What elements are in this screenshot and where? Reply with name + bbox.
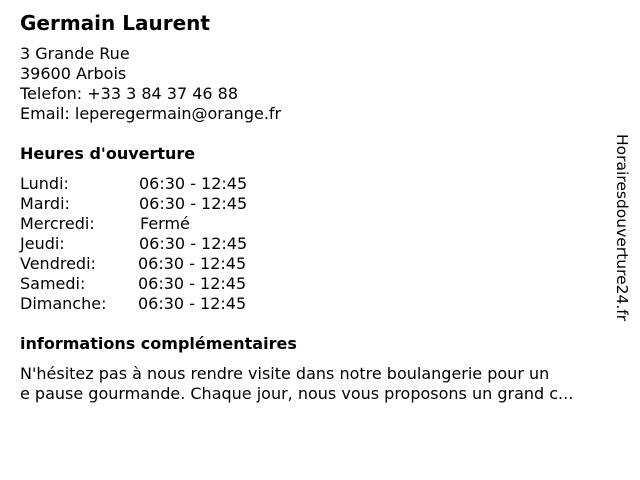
opening-hours-heading: Heures d'ouverture: [20, 144, 196, 163]
description-line: N'hésitez pas à nous rendre visite dans notre boulangerie pour un: [20, 364, 550, 383]
phone-number: Telefon: +33 3 84 37 46 88: [20, 84, 239, 103]
address-street: 3 Grande Rue: [20, 44, 130, 63]
time-value: 06:30 - 12:45: [139, 174, 248, 193]
description-line: e pause gourmande. Chaque jour, nous vous proposons un grand c...: [20, 384, 574, 403]
time-value: 06:30 - 12:45: [138, 254, 247, 273]
business-description: [20, 364, 620, 404]
time-value: 06:30 - 12:45: [139, 194, 248, 213]
time-value: 06:30 - 12:45: [138, 274, 247, 293]
contact-block: [20, 44, 281, 124]
business-name: Germain Laurent: [20, 11, 210, 35]
site-watermark: Horairesdouverture24.fr: [613, 134, 631, 322]
time-value: 06:30 - 12:45: [139, 234, 248, 253]
day-label: Vendredi:: [20, 254, 96, 273]
time-value: Fermé: [140, 214, 190, 233]
time-value: 06:30 - 12:45: [138, 294, 247, 313]
day-label: Mardi:: [20, 194, 70, 213]
address-city: 39600 Arbois: [20, 64, 127, 83]
day-label: Lundi:: [20, 174, 69, 193]
day-label: Samedi:: [20, 274, 86, 293]
day-label: Jeudi:: [20, 234, 65, 253]
additional-info-heading: informations complémentaires: [20, 334, 297, 353]
email-address: Email: leperegermain@orange.fr: [20, 104, 282, 123]
day-label: Mercredi:: [20, 214, 95, 233]
day-label: Dimanche:: [20, 294, 107, 313]
